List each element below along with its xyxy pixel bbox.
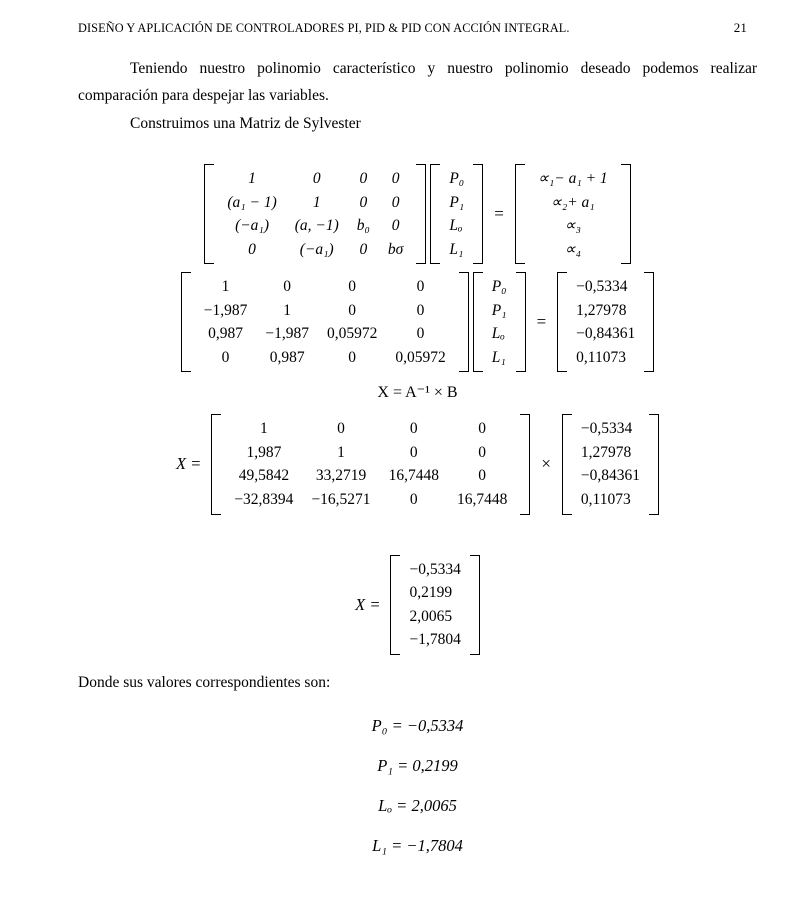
matrix-cell: 1 — [221, 278, 230, 296]
bracket-right — [416, 164, 426, 264]
vector-result — [390, 555, 479, 655]
matrix-cell: 1,987 — [246, 443, 282, 461]
bracket-right — [473, 164, 483, 264]
bracket-left — [515, 164, 525, 264]
value-p0: P₀ = −0,5334 — [371, 715, 464, 735]
bracket-right — [516, 272, 526, 372]
matrix-cell: 0 — [416, 301, 425, 319]
matrix-cell: 0 — [221, 348, 230, 366]
matrix-cell: 0 — [312, 169, 321, 187]
matrix-cell: (−a₁) — [235, 217, 269, 235]
page-content — [0, 56, 795, 856]
equation-sylvester-numeric — [78, 272, 757, 372]
bracket-left — [557, 272, 567, 372]
matrix-cell: b₀ — [356, 217, 370, 235]
bracket-right — [649, 414, 659, 514]
matrix-cell: −0,84361 — [580, 467, 641, 485]
matrix-cell: 0 — [391, 193, 400, 211]
matrix-cell: −1,7804 — [409, 631, 461, 649]
matrix-cell: 0 — [409, 443, 418, 461]
matrix-cell: 2,0065 — [409, 607, 453, 625]
bracket-right — [459, 272, 469, 372]
matrix-cell: −1,987 — [203, 301, 248, 319]
matrix-cell: 0,11073 — [580, 490, 631, 508]
matrix-cell: Lₒ — [491, 325, 505, 343]
matrix-cell: 16,7448 — [388, 467, 439, 485]
matrix-cell: 0 — [359, 169, 368, 187]
matrix-cell: −0,84361 — [576, 325, 636, 343]
result-label: X = — [355, 594, 381, 614]
matrix-cell: 0 — [337, 420, 345, 438]
value-lo: Lₒ = 2,0065 — [378, 795, 457, 815]
matrix-cell: L₁ — [491, 348, 506, 366]
matrix-cell: 0 — [359, 240, 368, 258]
header-title: DISEÑO Y APLICACIÓN DE CONTROLADORES PI, PID & PID CON ACCIÓN INTEGRAL. — [78, 21, 570, 35]
equation-solution — [78, 414, 757, 514]
vector-X-numeric — [473, 272, 526, 372]
matrix-cell: bσ — [387, 240, 404, 258]
matrix-cell: 0,987 — [269, 348, 305, 366]
vector-B-symbolic — [515, 164, 631, 264]
bracket-right — [621, 164, 631, 264]
matrix-cell: L₁ — [449, 240, 464, 258]
matrix-cell: −0,5334 — [576, 278, 628, 296]
page-header — [0, 0, 795, 36]
vector-B-solution — [562, 414, 659, 514]
bracket-left — [211, 414, 221, 514]
matrix-cell: P₁ — [491, 301, 507, 319]
matrix-cell: 0 — [478, 443, 486, 461]
bracket-right — [470, 555, 480, 655]
value-p1: P₁ = 0,2199 — [377, 755, 458, 775]
vector-X-symbolic — [430, 164, 483, 264]
bracket-right — [520, 414, 530, 514]
matrix-cell: (a, −1) — [294, 217, 339, 235]
multiply-sign: × — [541, 454, 551, 474]
matrix-cell: 0,11073 — [576, 348, 626, 366]
matrix-cell: 0 — [348, 301, 357, 319]
matrix-cell: P₁ — [449, 193, 465, 211]
bracket-left — [204, 164, 214, 264]
matrix-cell: 0 — [348, 278, 357, 296]
matrix-cell: 0,987 — [208, 325, 243, 343]
paragraph-values-intro: Donde sus valores correspondientes son: — [78, 673, 331, 691]
matrix-cell: 1,27978 — [576, 301, 627, 319]
matrix-cell: 1 — [248, 169, 256, 187]
equation-sylvester-symbolic — [78, 164, 757, 264]
matrix-cell: 0 — [409, 420, 418, 438]
matrix-A-inverse — [211, 414, 530, 514]
matrix-cell: 0,05972 — [395, 348, 446, 366]
header-page-number: 21 — [733, 20, 747, 35]
equation-result — [78, 555, 757, 655]
matrix-cell: Lₒ — [449, 217, 463, 235]
matrix-cell: −0,5334 — [409, 560, 461, 578]
matrix-cell: 0 — [283, 278, 292, 296]
value-list — [78, 716, 757, 856]
matrix-cell: 49,5842 — [238, 467, 290, 485]
matrix-cell: 0 — [348, 348, 357, 366]
matrix-A-numeric — [181, 272, 469, 372]
matrix-cell: 1 — [337, 443, 345, 461]
bracket-left — [473, 272, 483, 372]
matrix-cell: 0 — [359, 193, 368, 211]
equals-sign: = — [536, 312, 547, 332]
matrix-cell: (a₁ − 1) — [227, 193, 277, 211]
matrix-cell: 0,2199 — [409, 584, 453, 602]
bracket-left — [562, 414, 572, 514]
bracket-left — [181, 272, 191, 372]
matrix-A-symbolic — [204, 164, 426, 264]
matrix-cell: 0 — [248, 240, 256, 258]
matrix-cell: 1 — [260, 420, 268, 438]
matrix-cell: 1,27978 — [580, 443, 632, 461]
bracket-left — [390, 555, 400, 655]
matrix-cell: 16,7448 — [456, 490, 508, 508]
bracket-left — [430, 164, 440, 264]
matrix-cell: 33,2719 — [315, 467, 367, 485]
matrix-cell: 0,05972 — [326, 325, 378, 343]
matrix-cell: ∝₂+ a₁ — [550, 193, 595, 211]
matrix-cell: 1 — [312, 193, 321, 211]
equals-sign: = — [494, 204, 504, 224]
matrix-cell: ∝₃ — [564, 217, 581, 235]
matrix-cell: −16,5271 — [311, 490, 371, 508]
matrix-cell: P₀ — [491, 278, 507, 296]
matrix-cell: 0 — [478, 467, 486, 485]
vector-B-numeric — [557, 272, 654, 372]
value-l1: L₁ = −1,7804 — [372, 835, 463, 855]
matrix-cell: P₀ — [449, 169, 465, 187]
matrix-cell: −32,8394 — [234, 490, 294, 508]
matrix-cell: ∝₁− a₁ + 1 — [537, 169, 608, 187]
solution-label: X = — [175, 454, 202, 474]
inverse-formula-text: X = A⁻¹ × B — [377, 384, 458, 402]
paragraph-sylvester: Construimos una Matriz de Sylvester — [130, 115, 361, 133]
matrix-cell: 0 — [391, 217, 400, 235]
matrix-cell: 0 — [478, 420, 486, 438]
matrix-cell: 0 — [416, 325, 425, 343]
matrix-cell: (−a₁) — [299, 240, 334, 258]
bracket-right — [644, 272, 654, 372]
matrix-cell: 0 — [391, 169, 400, 187]
matrix-cell: −0,5334 — [580, 420, 633, 438]
matrix-cell: 0 — [416, 278, 425, 296]
matrix-cell: ∝₄ — [564, 240, 581, 258]
matrix-cell: −1,987 — [265, 325, 309, 343]
paragraph-intro: Teniendo nuestro polinomio característico y nuestro polinomio deseado podemos realizar comparación para despejar las variables. — [78, 60, 757, 104]
matrix-cell: 0 — [409, 490, 418, 508]
matrix-cell: 1 — [283, 301, 292, 319]
equation-inverse-formula — [78, 382, 757, 402]
